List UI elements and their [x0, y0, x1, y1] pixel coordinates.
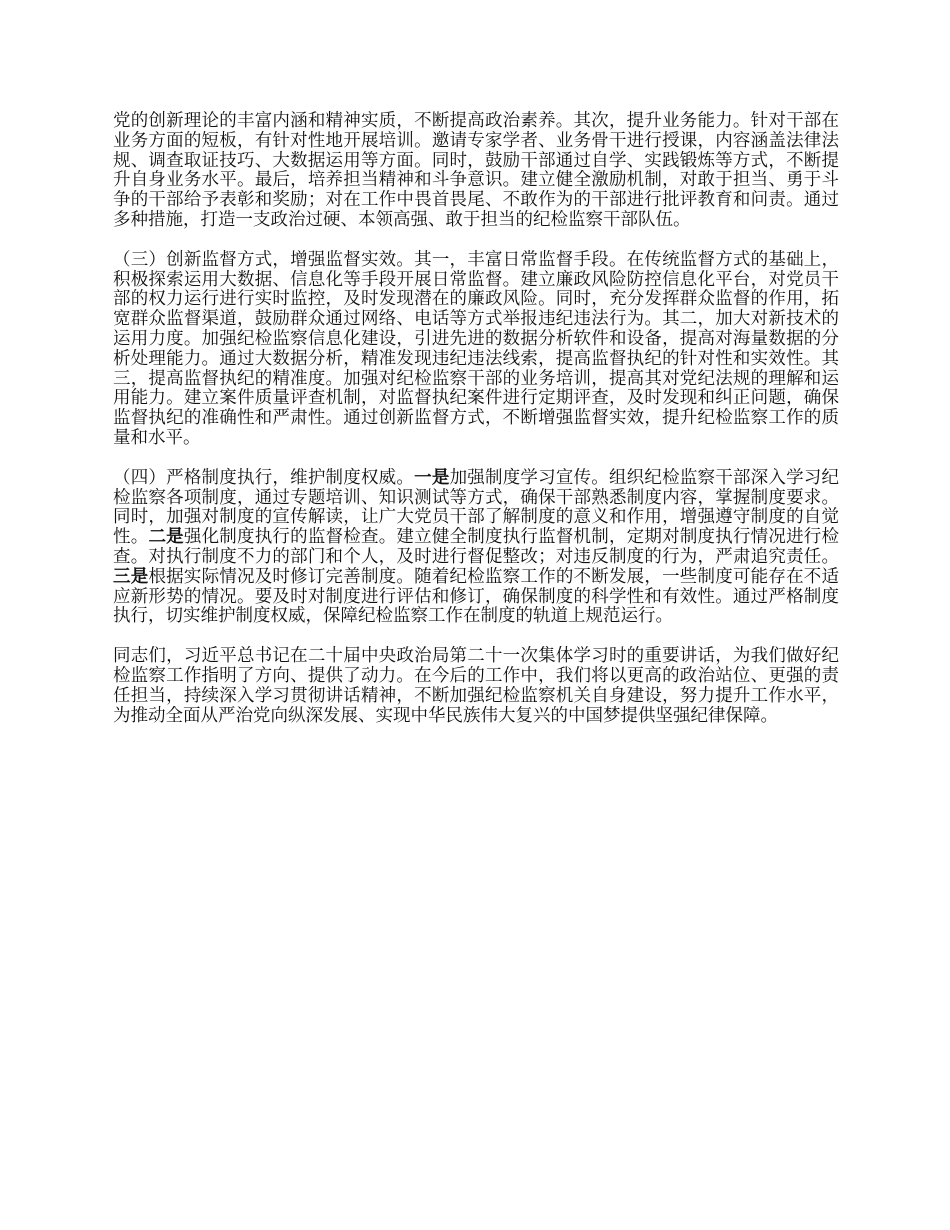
paragraph-institution-enforcement	[113, 469, 839, 627]
paragraph-text: （三）创新监督方式，增强监督实效。其一，丰富日常监督手段。在传统监督方式的基础上，积极探索运用大数据、信息化等手段开展日常监督。建立廉政风险防控信息化平台，对党员干部的权力运行进行实时监控，及时发现潜在的廉政风险。同时，充分发挥群众监督的作用，拓宽群众监督渠道，鼓励群众通过网络、电话等方式举报违纪违法行为。其二，加大对新技术的运用力度。加强纪检监察信息化建设，引进先进的数据分析软件和设备，提高对海量数据的分析处理能力。通过大数据分析，精准发现违纪违法线索，提高监督执纪的针对性和实效性。其三，提高监督执纪的精准度。加强对纪检监察干部的业务培训，提高其对党纪法规的理解和运用能力。建立案件质量评查机制，对监督执纪案件进行定期评查，及时发现和纠正问题，确保监督执纪的准确性和严肃性。通过创新监督方式，不断增强监督实效，提升纪检监察工作的质量和水平。	[113, 249, 839, 448]
paragraph-text: （四）严格制度执行，维护制度权威。	[113, 467, 415, 488]
paragraph-cadre-training	[113, 112, 839, 231]
paragraph-text: 同志们，习近平总书记在二十届中央政治局第二十一次集体学习时的重要讲话，为我们做好纪检监察工作指明了方向、提供了动力。在今后的工作中，我们将以更高的政治站位、更强的责任担当，持续深入学习贯彻讲话精神，不断加强纪检监察机关自身建设，努力提升工作水平，为推动全面从严治党向纵深发展、实现中华民族伟大复兴的中国梦提供坚强纪律保障。	[113, 646, 839, 726]
paragraph-closing	[113, 647, 839, 726]
paragraph-text: 加强制度学习宣传。组织纪检监察干部深入学习纪检监察各项制度，通过专题培训、知识测试等方式，确保干部熟悉制度内容，掌握制度要求。同时，加强对制度的宣传解读，让广大党员干部了解制度的意义和作用，增强遵守制度的自觉性。	[113, 467, 840, 548]
paragraph-text: 强化制度执行的监督检查。建立健全制度执行监督机制，定期对制度执行情况进行检查。对执行制度不力的部门和个人，及时进行督促整改；对违反制度的行为，严肃追究责任。	[113, 527, 840, 567]
emphasis-second: 二是	[148, 527, 184, 548]
emphasis-third: 三是	[113, 566, 149, 587]
paragraph-text: 根据实际情况及时修订完善制度。随着纪检监察工作的不断发展，一些制度可能存在不适应新形势的情况。要及时对制度进行评估和修订，确保制度的科学性和有效性。通过严格制度执行，切实维护制度权威，保障纪检监察工作在制度的轨道上规范运行。	[113, 566, 840, 627]
document-body	[113, 112, 839, 746]
paragraph-innovate-supervision	[113, 251, 839, 449]
emphasis-first: 一是	[414, 467, 450, 488]
paragraph-text: 党的创新理论的丰富内涵和精神实质，不断提高政治素养。其次，提升业务能力。针对干部在业务方面的短板，有针对性地开展培训。邀请专家学者、业务骨干进行授课，内容涵盖法律法规、调查取证技巧、大数据运用等方面。同时，鼓励干部通过自学、实践锻炼等方式，不断提升自身业务水平。最后，培养担当精神和斗争意识。建立健全激励机制，对敢于担当、勇于斗争的干部给予表彰和奖励；对在工作中畏首畏尾、不敢作为的干部进行批评教育和问责。通过多种措施，打造一支政治过硬、本领高强、敢于担当的纪检监察干部队伍。	[113, 111, 839, 230]
